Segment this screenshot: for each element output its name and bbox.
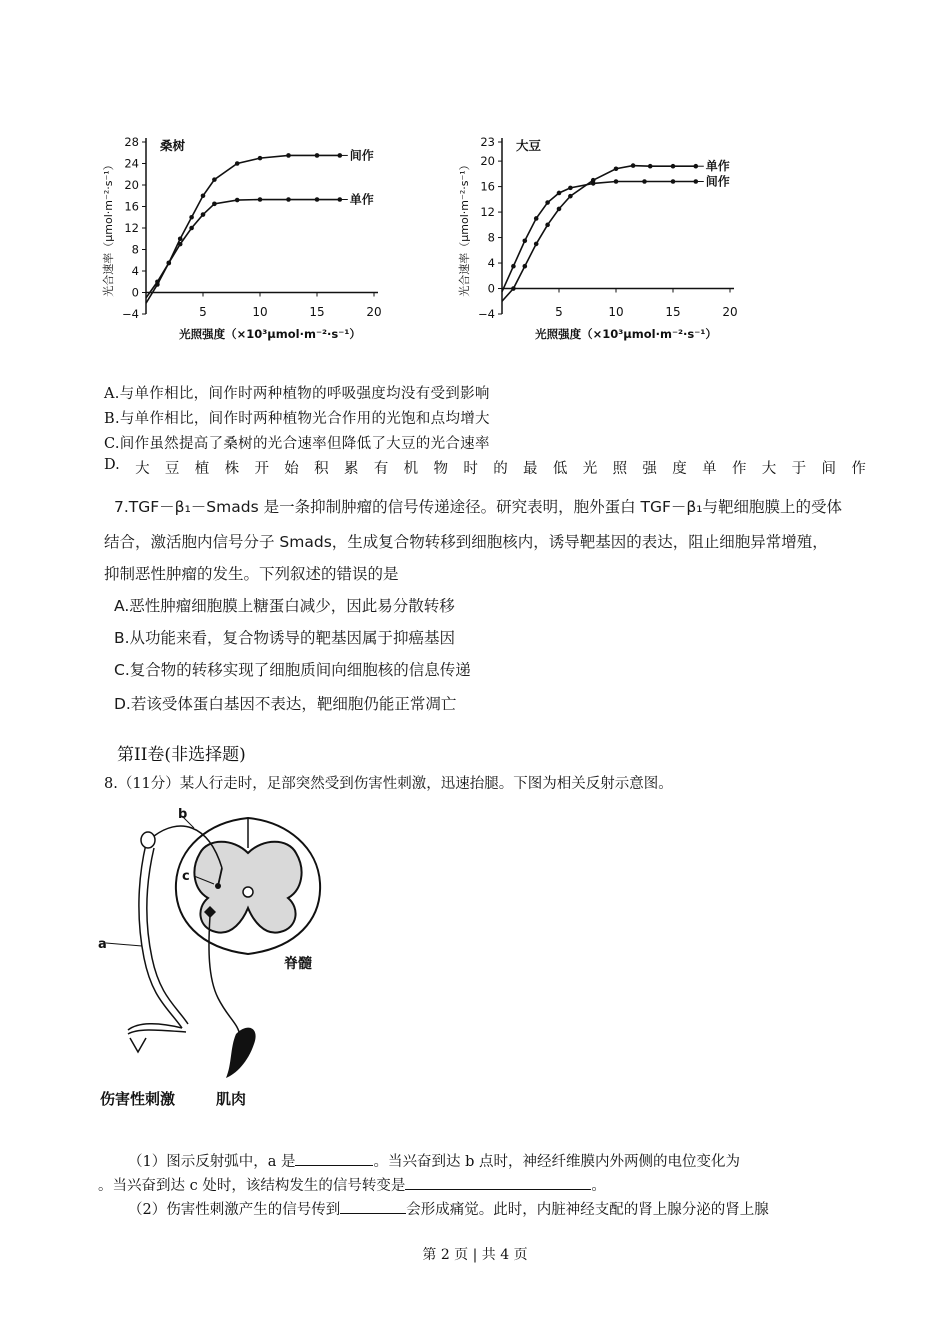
q6-d-char: 间 xyxy=(821,461,836,477)
data-point xyxy=(155,279,160,284)
q8-part1-text-a: （1）图示反射弧中，a 是 xyxy=(128,1154,296,1170)
q6-option-b: B.与单作相比，间作时两种植物光合作用的光饱和点均增大 xyxy=(104,411,490,427)
q6-d-char: 开 xyxy=(254,461,269,477)
q6-d-char: 最 xyxy=(523,461,538,477)
q6-d-char: 始 xyxy=(284,461,299,477)
q6-option-d xyxy=(104,457,866,478)
q8-part1-line2 xyxy=(98,1174,606,1195)
q6-d-char: 低 xyxy=(552,461,568,477)
q6-d-char: 积 xyxy=(314,461,329,477)
x-tick-label: 15 xyxy=(309,305,325,319)
data-point xyxy=(568,186,573,191)
q6-d-char: 的 xyxy=(493,461,508,477)
q7-stem-line1: 7.TGF－β₁－Smads 是一条抑制肿瘤的信号传递途径。研究表明，胞外蛋白 TGF－β₁与靶细胞膜上的受体 xyxy=(114,498,842,516)
data-point xyxy=(212,177,217,182)
reflex-arc-svg xyxy=(98,808,358,1128)
answer-blank-a[interactable] xyxy=(295,1151,373,1166)
data-point xyxy=(557,207,562,212)
fig-label-c: c xyxy=(182,869,190,884)
x-tick-label: 15 xyxy=(665,305,681,319)
data-point xyxy=(315,153,320,158)
fig-label-muscle: 肌肉 xyxy=(216,1090,247,1108)
q6-option-a: A.与单作相比，间作时两种植物的呼吸强度均没有受到影响 xyxy=(104,386,490,402)
fig-label-spinal-cord: 脊髓 xyxy=(284,956,312,972)
y-tick-label: 12 xyxy=(480,205,495,220)
chart-mulberry-svg xyxy=(92,128,412,348)
series-label: 间作 xyxy=(705,174,730,189)
data-point xyxy=(235,161,240,166)
series-line xyxy=(502,166,696,302)
y-tick-label: 8 xyxy=(487,230,495,245)
y-tick-label: 23 xyxy=(480,135,495,149)
y-axis-label: 光合速率（μmol·m⁻²·s⁻¹） xyxy=(458,159,471,297)
q6-d-char: 大 xyxy=(761,461,777,477)
x-tick-label: 5 xyxy=(555,305,563,319)
q6-d-char: 时 xyxy=(463,461,478,477)
q6-d-char: 作 xyxy=(851,461,866,477)
y-tick-label: −4 xyxy=(122,307,139,321)
series-label: 间作 xyxy=(349,148,374,163)
x-tick-label: 20 xyxy=(722,305,738,319)
q6-d-char: 强 xyxy=(642,461,657,477)
data-point xyxy=(286,153,291,158)
data-point xyxy=(258,197,263,202)
data-point xyxy=(591,181,596,186)
q6-d-char: 照 xyxy=(612,461,628,477)
q8-part1-line1 xyxy=(128,1150,740,1171)
q7-option-b: B.从功能来看，复合物诱导的靶基因属于抑癌基因 xyxy=(114,629,456,647)
q8-part1-text-c: 。当兴奋到达 c 处时，该结构发生的信号转变是 xyxy=(98,1178,406,1194)
data-point xyxy=(534,216,539,221)
q8-part2-line1 xyxy=(128,1198,769,1219)
fig-label-stimulus: 伤害性刺激 xyxy=(100,1090,176,1108)
series-line xyxy=(146,155,340,303)
y-tick-label: 4 xyxy=(487,256,495,271)
data-point xyxy=(534,242,539,247)
q6-d-char: 大 xyxy=(135,461,150,477)
q6-d-char: 物 xyxy=(433,461,448,477)
section-title: 第II卷(非选择题) xyxy=(117,745,246,765)
q7-option-d: D.若该受体蛋白基因不表达，靶细胞仍能正常凋亡 xyxy=(114,695,457,713)
y-tick-label: 0 xyxy=(131,285,139,300)
data-point xyxy=(286,197,291,202)
answer-blank-c[interactable] xyxy=(405,1175,591,1190)
q6-d-char: 累 xyxy=(343,461,359,477)
page-footer: 第 2 页 | 共 4 页 xyxy=(422,1247,528,1263)
y-tick-label: 20 xyxy=(124,178,139,192)
x-tick-label: 5 xyxy=(199,305,207,319)
data-point xyxy=(614,179,619,184)
data-point xyxy=(189,226,194,231)
data-point xyxy=(545,223,550,228)
x-axis-label: 光照强度（×10³μmol·m⁻²·s⁻¹） xyxy=(535,327,717,341)
q6-d-char: 光 xyxy=(582,461,598,477)
data-point xyxy=(568,194,573,199)
series-label: 单作 xyxy=(349,192,374,207)
y-tick-label: 0 xyxy=(487,281,495,296)
y-tick-label: 12 xyxy=(124,221,139,235)
series-line xyxy=(502,181,696,291)
data-point xyxy=(631,163,636,168)
data-point xyxy=(511,286,516,291)
data-point xyxy=(258,156,263,161)
data-point xyxy=(523,264,528,269)
y-tick-label: 16 xyxy=(124,199,139,214)
q8-part1-text-b: 。当兴奋到达 b 点时，神经纤维膜内外两侧的电位变化为 xyxy=(373,1154,740,1170)
q6-d-char: 植 xyxy=(194,461,210,477)
data-point xyxy=(642,179,647,184)
x-axis-label: 光照强度（×10³μmol·m⁻²·s⁻¹） xyxy=(179,327,361,341)
q6-d-char: 单 xyxy=(702,461,717,477)
data-point xyxy=(671,179,676,184)
q6-d-char: 度 xyxy=(672,461,687,477)
y-tick-label: 8 xyxy=(131,242,139,257)
data-point xyxy=(648,164,653,169)
data-point xyxy=(178,236,183,241)
data-point xyxy=(235,198,240,203)
fig-label-b: b xyxy=(178,808,188,822)
data-point xyxy=(671,164,676,169)
data-point xyxy=(212,202,217,207)
reflex-arc-figure xyxy=(98,808,358,1132)
data-point xyxy=(178,242,183,247)
q6-option-c: C.间作虽然提高了桑树的光合速率但降低了大豆的光合速率 xyxy=(104,436,490,452)
q7-option-a: A.恶性肿瘤细胞膜上糖蛋白减少，因此易分散转移 xyxy=(114,597,455,615)
x-tick-label: 20 xyxy=(366,305,382,319)
data-point xyxy=(189,215,194,220)
fig-label-a: a xyxy=(98,937,107,952)
x-tick-label: 10 xyxy=(608,305,624,319)
y-tick-label: 4 xyxy=(131,264,139,278)
y-tick-label: 20 xyxy=(480,154,495,169)
x-tick-label: 10 xyxy=(252,305,268,319)
q6-d-char: 豆 xyxy=(164,461,180,477)
answer-blank-pain[interactable] xyxy=(340,1199,406,1214)
q6-d-char: 于 xyxy=(791,461,807,477)
data-point xyxy=(201,193,206,198)
data-point xyxy=(167,261,172,266)
chart-mulberry xyxy=(92,128,412,352)
chart-title: 桑树 xyxy=(160,138,186,153)
q8-part2-text-a: （2）伤害性刺激产生的信号传到 xyxy=(128,1202,341,1218)
q7-stem-line2: 结合，激活胞内信号分子 Smads，生成复合物转移到细胞核内，诱导靶基因的表达，阻止细胞异常增殖， xyxy=(104,533,828,551)
data-point xyxy=(523,238,528,243)
chart-soybean xyxy=(448,128,768,352)
data-point xyxy=(201,212,206,217)
data-point xyxy=(315,197,320,202)
q6-d-char: 有 xyxy=(373,461,389,477)
data-point xyxy=(511,264,516,269)
q8-part1-text-d: 。 xyxy=(591,1178,606,1194)
q8-stem: 8.（11分）某人行走时，足部突然受到伤害性刺激，迅速抬腿。下图为相关反射示意图。 xyxy=(104,776,673,792)
q7-stem-line3: 抑制恶性肿瘤的发生。下列叙述的错误的是 xyxy=(104,565,399,583)
q7-option-c: C.复合物的转移实现了细胞质间向细胞核的信息传递 xyxy=(114,661,471,679)
q6-d-char: 机 xyxy=(403,461,419,477)
data-point xyxy=(545,200,550,205)
data-point xyxy=(557,191,562,196)
y-tick-label: 16 xyxy=(480,179,495,194)
q6-d-char: D. xyxy=(104,457,120,473)
y-tick-label: 24 xyxy=(124,156,139,171)
q6-d-char: 株 xyxy=(224,461,240,477)
q8-part2-text-b: 会形成痛觉。此时，内脏神经支配的肾上腺分泌的肾上腺 xyxy=(406,1202,769,1218)
y-axis-label: 光合速率（μmol·m⁻²·s⁻¹） xyxy=(102,159,115,297)
y-tick-label: −4 xyxy=(478,307,495,321)
series-label: 单作 xyxy=(705,159,730,174)
y-tick-label: 28 xyxy=(124,135,139,149)
data-point xyxy=(614,166,619,171)
chart-title: 大豆 xyxy=(516,138,542,153)
chart-soybean-svg xyxy=(448,128,768,348)
q6-d-char: 作 xyxy=(731,461,747,477)
